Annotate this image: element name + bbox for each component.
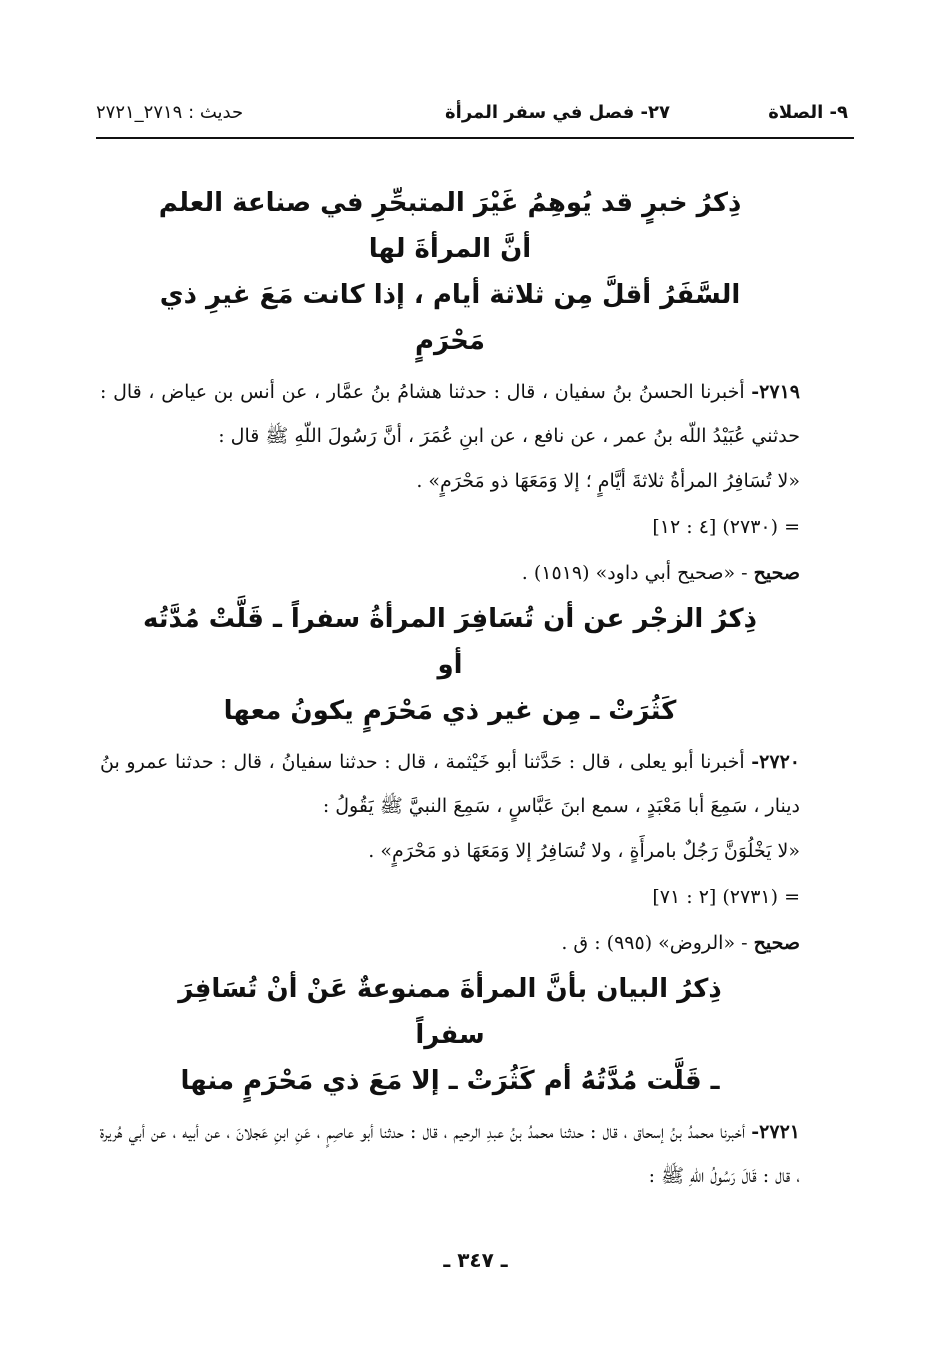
heading-line: ذِكرُ البيان بأنَّ المرأةَ ممنوعةٌ عَنْ أنْ تُسَافِرَ سفراً [178,974,722,1050]
running-head [96,96,848,130]
chapter-heading [100,180,800,364]
grade-line [100,550,800,596]
hadith-range: حديث : ٢٧١٩_٢٧٢١ [96,102,244,123]
isnad-text: أخبرنا محمدُ بنُ إسحاق ، قال : حدثنا محمدُ بنُ عبدِ الرحيم ، قال : حدثنا أبو عاصِمٍ ، عَنِ ابنِ عَجلانَ ، عن أبيه ، عن أبي هُريرة ، قال : قَالَ رَسُولُ اللّهِ ﷺ : [100,1121,800,1187]
matn-text: «لا تُسَافِرُ المرأةُ ثلاثةَ أيَّامٍ ؛ إلا وَمَعَهَا ذو مَحْرَمٍ» . [416,470,800,492]
heading-line: السَّفَرُ أقلَّ مِن ثلاثة أيام ، إذا كانت مَعَ غيرِ ذي مَحْرَمٍ [159,280,741,356]
hadith-number: ٢٧٢٠- [751,751,800,773]
hadith-block [100,596,800,966]
hadith-block [100,966,800,1198]
header-rule [96,137,854,139]
heading-line: كَثُرَتْ ـ مِن غير ذي مَحْرَمٍ يكونُ معها [223,696,677,726]
isnad-paragraph [100,370,800,458]
chapter-heading [100,966,800,1104]
grade-label: صحيح [753,932,800,954]
chapter-heading [100,596,800,734]
isnad-text: أخبرنا الحسنُ بنُ سفيان ، قال : حدثنا هشامُ بنُ عمَّار ، عن أنس بن عياض ، قال : حدثني عُبَيْدُ اللّه بنُ عمر ، عن نافع ، عن ابنِ عُمَرَ ، أنَّ رَسُولَ اللّهِ ﷺ قال : [100,381,800,447]
grade-source: - «الروض» (٩٩٥) : ق . [561,932,754,954]
heading-line: ذِكرُ الزجْر عن أن تُسَافِرَ المرأةُ سفراً ـ قَلَّتْ مُدَّتُه أو [143,604,757,680]
isnad-paragraph [100,740,800,828]
matn-text: «لا يَخْلُوَنَّ رَجُلٌ بامرأَةٍ ، ولا تُسَافِرُ إلا وَمَعَهَا ذو مَحْرَمٍ» . [368,840,800,862]
grade-label: صحيح [753,562,800,584]
cross-reference: = (٢٧٣٠) [٤ : ١٢] [652,516,800,538]
grade-line [100,920,800,966]
heading-line: ذِكرُ خبرٍ قد يُوهِمُ غَيْرَ المتبحِّرِ في صناعة العلم أنَّ المرأةَ لها [158,188,742,264]
hadith-block [100,180,800,596]
page-number: ـ ٣٤٧ ـ [443,1248,508,1272]
isnad-text: أخبرنا أبو يعلى ، قال : حَدَّثنا أبو خَيْثمة ، قال : حدثنا سفيانُ ، قال : حدثنا عمرو بنُ دينار ، سَمِعَ أبا مَعْبَدٍ ، سمع ابنَ عَبَّاسٍ ، سَمِعَ النبيَّ ﷺ يَقُولُ : [100,751,800,817]
section-title: ٢٧- فصل في سفر المرأة [445,102,670,123]
isnad-paragraph [100,1110,800,1198]
hadith-number: ٢٧٢١- [751,1121,800,1143]
chapter-title: ٩- الصلاة [768,102,848,123]
page-content [100,180,800,1198]
hadith-number: ٢٧١٩- [751,381,800,403]
grade-source: - «صحيح أبي داود» (١٥١٩) . [521,562,754,584]
cross-reference: = (٢٧٣١) [٢ : ٧١] [652,886,800,908]
heading-line: ـ قَلَّت مُدَّتُهُ أم كَثُرَتْ ـ إلا مَعَ ذي مَحْرَمٍ منها [180,1066,720,1096]
